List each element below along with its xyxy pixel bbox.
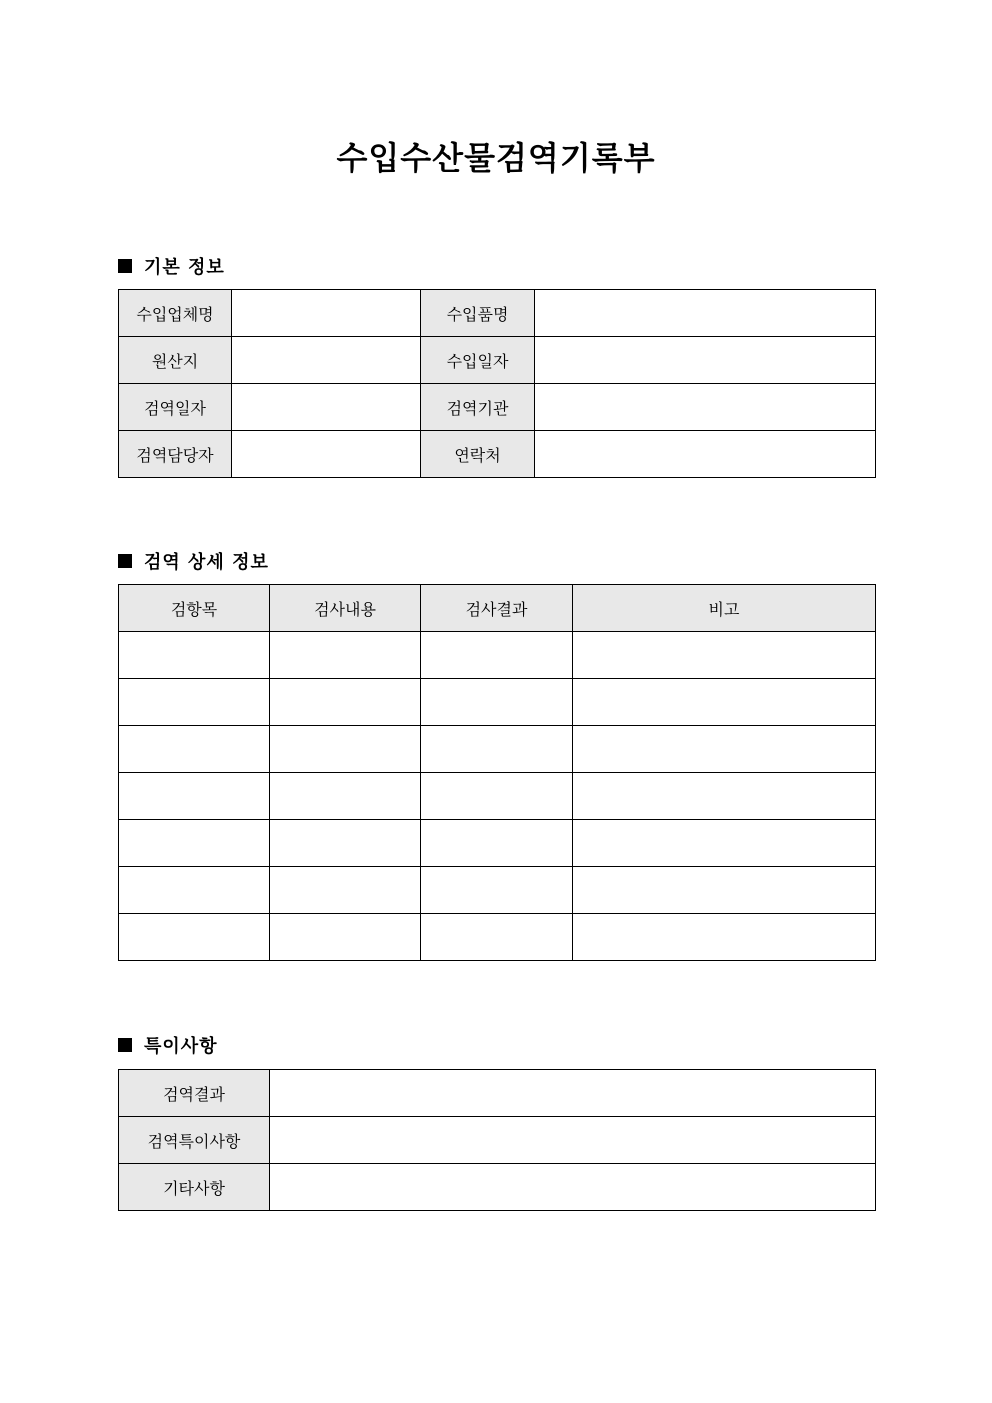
table-header-row [119,585,876,632]
table-cell[interactable] [421,914,573,961]
table-cell[interactable] [119,914,270,961]
value-cell[interactable] [232,384,421,431]
square-bullet-icon [118,554,132,568]
table-cell[interactable] [421,726,573,773]
table-row [119,726,876,773]
table-cell[interactable] [270,632,421,679]
label-cell: 수입업체명 [119,290,232,337]
table-row [119,1164,876,1211]
label-cell: 수입품명 [421,290,535,337]
column-header: 검사결과 [421,585,573,632]
label-cell: 검역일자 [119,384,232,431]
detail-info-heading-text: 검역 상세 정보 [144,552,269,573]
column-header: 검항목 [119,585,270,632]
remarks-heading [118,1032,218,1058]
remarks-heading-text: 특이사항 [144,1036,218,1057]
basic-info-heading [118,253,225,279]
label-cell: 검역기관 [421,384,535,431]
value-cell[interactable] [535,290,876,337]
table-cell[interactable] [421,679,573,726]
document-title: 수입수산물검역기록부 [336,139,656,177]
column-header: 비고 [573,585,876,632]
table-row [119,1117,876,1164]
detail-info-table [118,584,876,961]
label-cell: 기타사항 [119,1164,270,1211]
table-cell[interactable] [573,914,876,961]
table-row [119,384,876,431]
label-cell: 검역결과 [119,1070,270,1117]
label-cell: 연락처 [421,431,535,478]
table-cell[interactable] [270,679,421,726]
table-cell[interactable] [270,820,421,867]
value-cell[interactable] [232,431,421,478]
value-cell[interactable] [232,290,421,337]
label-cell: 검역담당자 [119,431,232,478]
table-cell[interactable] [270,867,421,914]
table-row [119,290,876,337]
table-row [119,914,876,961]
table-cell[interactable] [119,820,270,867]
table-cell[interactable] [119,773,270,820]
table-cell[interactable] [421,773,573,820]
table-cell[interactable] [270,726,421,773]
table-cell[interactable] [119,867,270,914]
square-bullet-icon [118,259,132,273]
table-cell[interactable] [270,914,421,961]
value-cell[interactable] [270,1164,876,1211]
table-cell[interactable] [119,632,270,679]
table-cell[interactable] [573,726,876,773]
basic-info-heading-text: 기본 정보 [144,257,225,278]
table-cell[interactable] [573,820,876,867]
value-cell[interactable] [232,337,421,384]
table-row [119,820,876,867]
detail-info-heading [118,548,269,574]
remarks-table [118,1069,876,1211]
table-row [119,773,876,820]
table-cell[interactable] [573,867,876,914]
value-cell[interactable] [270,1117,876,1164]
table-row [119,431,876,478]
table-cell[interactable] [573,773,876,820]
table-cell[interactable] [421,632,573,679]
label-cell: 검역특이사항 [119,1117,270,1164]
value-cell[interactable] [270,1070,876,1117]
label-cell: 원산지 [119,337,232,384]
table-row [119,337,876,384]
value-cell[interactable] [535,384,876,431]
table-row [119,867,876,914]
table-cell[interactable] [119,679,270,726]
label-cell: 수입일자 [421,337,535,384]
table-cell[interactable] [573,679,876,726]
table-cell[interactable] [573,632,876,679]
table-row [119,679,876,726]
column-header: 검사내용 [270,585,421,632]
table-row [119,632,876,679]
table-cell[interactable] [270,773,421,820]
table-row [119,1070,876,1117]
square-bullet-icon [118,1038,132,1052]
basic-info-table [118,289,876,478]
table-cell[interactable] [421,867,573,914]
value-cell[interactable] [535,431,876,478]
table-cell[interactable] [119,726,270,773]
value-cell[interactable] [535,337,876,384]
table-cell[interactable] [421,820,573,867]
